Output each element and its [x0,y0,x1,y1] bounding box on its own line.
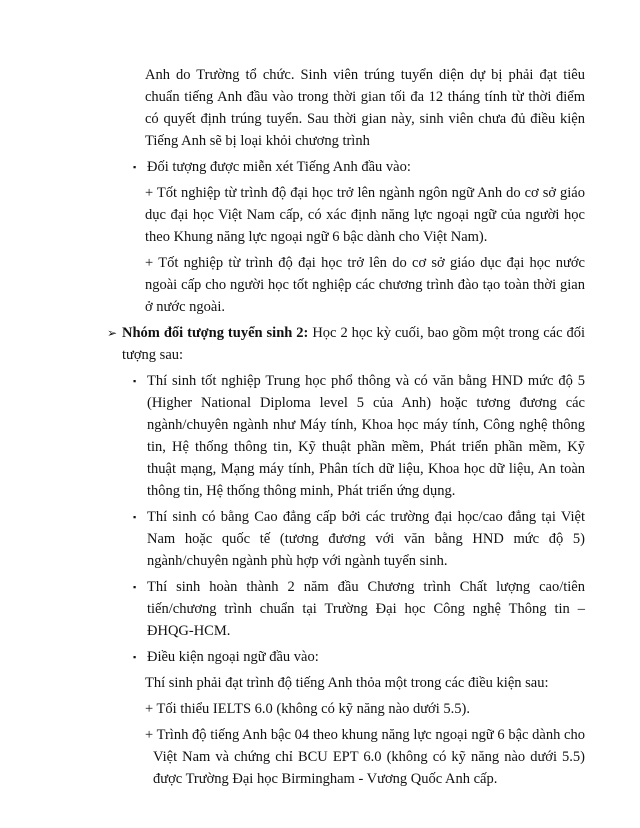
square-bullet-icon: ▪ [133,512,137,522]
language-condition-2: + Trình độ tiếng Anh bậc 04 theo khung năng lực ngoại ngữ 6 bậc dành cho Việt Nam và chứng chỉ BCU EPT 6.0 (không có kỹ năng nào dưới 5.5) được Trường Đại học Birmingham - Vương Quốc Anh cấp. [145,727,585,787]
square-bullet-icon: ▪ [133,376,137,386]
group2-bullet-1 [133,370,585,502]
exemption-heading-label: Đối tượng được miễn xét Tiếng Anh đầu vào: [147,159,411,175]
group2-bullet-2 [133,506,585,572]
language-requirement-label: Điều kiện ngoại ngữ đầu vào: [147,649,319,665]
group2-bullet-2-text: Thí sinh có bằng Cao đẳng cấp bởi các trường đại học/cao đẳng tại Việt Nam hoặc quốc tế (tương đương với văn bằng HND mức độ 5) ngành/chuyên ngành phù hợp với ngành tuyển sinh. [147,509,585,569]
square-bullet-icon: ▪ [133,162,137,172]
group2-bullet-1-text: Thí sinh tốt nghiệp Trung học phổ thông và có văn bằng HND mức độ 5 (Higher National Diploma level 5 của Anh) hoặc tương đương các ngành/chuyên ngành như Máy tính, Khoa học máy tính, Công nghệ thông tin, Hệ thống thông tin, Kỹ thuật phần mềm, Phát triển phần mềm, Kỹ thuật mạng, Mạng máy tính, Phân tích dữ liệu, Khoa học dữ liệu, An toàn thông tin, Hệ thống thông minh, Phát triển ứng dụng. [147,373,585,499]
group2-bullet-3 [133,576,585,642]
document-body [0,64,585,790]
square-bullet-icon: ▪ [133,652,137,662]
exemption-item-2: + Tốt nghiệp từ trình độ đại học trở lên do cơ sở giáo dục đại học nước ngoài cấp cho người học tốt nghiệp các chương trình đào tạo toàn thời gian ở nước ngoài. [145,255,585,315]
group2-heading-text [122,322,585,366]
exemption-heading [133,156,585,178]
group2-heading-rest: Học 2 học kỳ cuối, bao gồm một trong các đối tượng sau: [122,325,585,363]
group2-heading-bold: Nhóm đối tượng tuyển sinh 2: [122,325,309,341]
intro-paragraph: Anh do Trường tổ chức. Sinh viên trúng tuyển diện dự bị phải đạt tiêu chuẩn tiếng Anh đầu vào trong thời gian tối đa 12 tháng tính từ thời điểm có quyết định trúng tuyển. Sau thời gian này, sinh viên chưa đủ điều kiện Tiếng Anh sẽ bị loại khỏi chương trình [145,67,585,149]
group2-bullet-3-text: Thí sinh hoàn thành 2 năm đầu Chương trình Chất lượng cao/tiên tiến/chương trình chuẩn tại Trường Đại học Công nghệ Thông tin – ĐHQG-HCM. [147,579,585,639]
exemption-item-1: + Tốt nghiệp từ trình độ đại học trở lên ngành ngôn ngữ Anh do cơ sở giáo dục đại học Việt Nam cấp, có xác định năng lực ngoại ngữ của người học theo Khung năng lực ngoại ngữ 6 bậc dành cho Việt Nam). [145,185,585,245]
arrow-bullet-icon: ➢ [107,326,118,340]
square-bullet-icon: ▪ [133,582,137,592]
group2-bullet-4 [133,646,585,668]
language-condition-1: + Tối thiểu IELTS 6.0 (không có kỹ năng nào dưới 5.5). [145,701,470,717]
group2-heading [107,322,585,366]
language-requirement-intro: Thí sinh phải đạt trình độ tiếng Anh thỏa một trong các điều kiện sau: [145,675,549,691]
